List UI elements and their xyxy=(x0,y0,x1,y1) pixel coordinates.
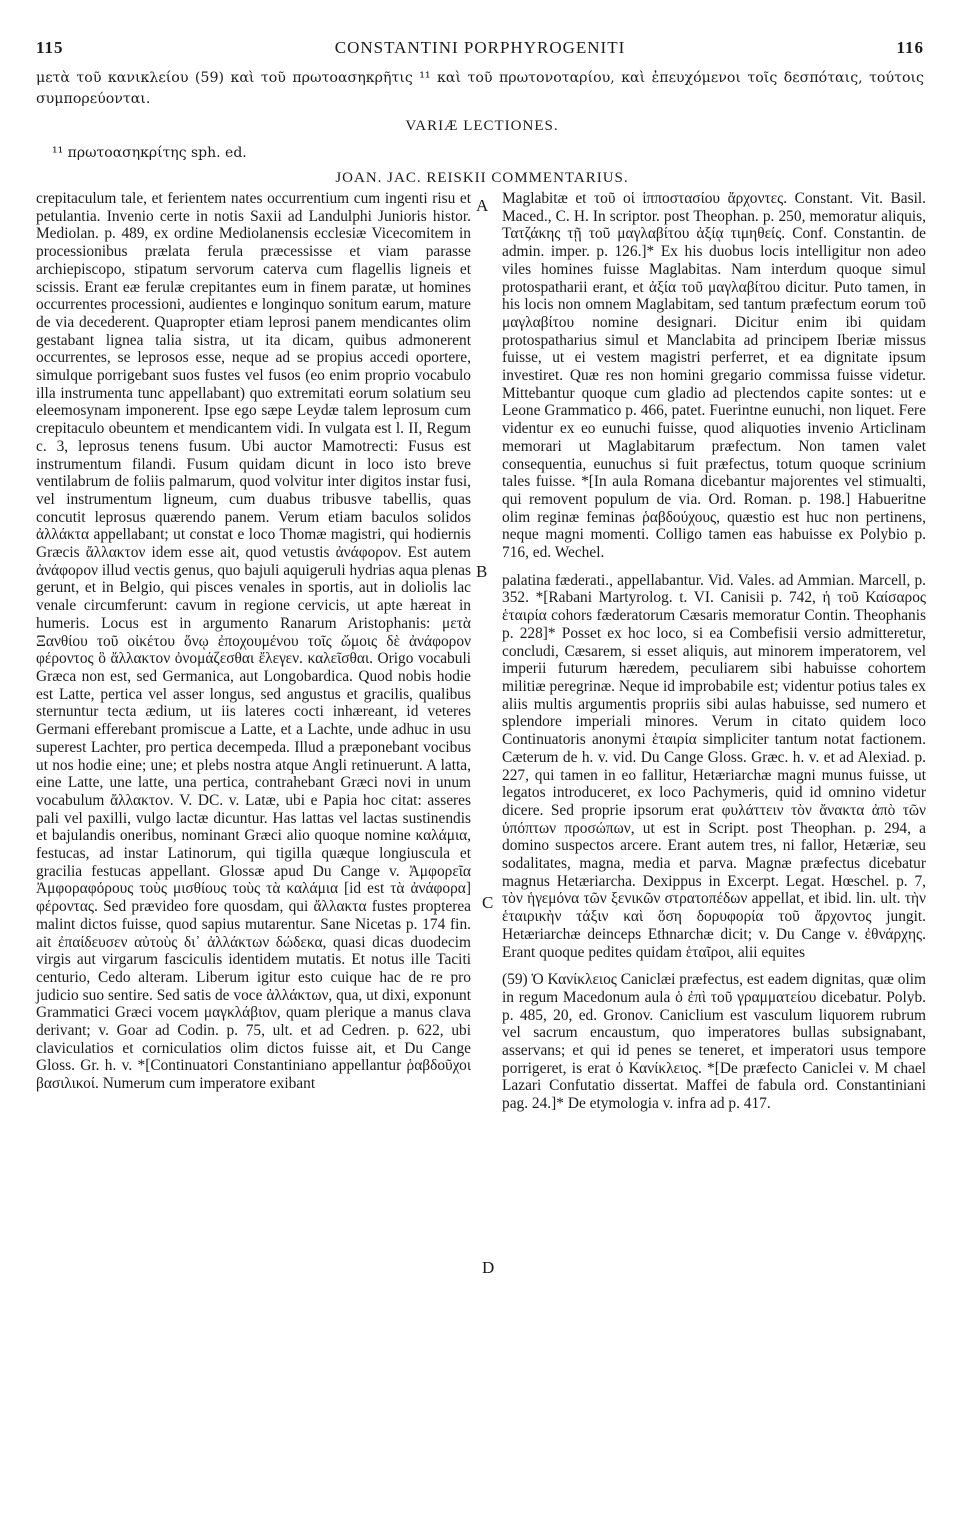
page-number-right: 116 xyxy=(896,38,924,57)
running-title: CONSTANTINI PORPHYROGENITI xyxy=(334,38,626,57)
right-paragraph-3: (59) Ὁ Κανίκλειος Caniclæi præfectus, est eadem dignitas, quæ olim in regum Macedonum aula ὁ ἐπὶ τοῦ γραμματείου dicebatur. Polyb. p. 485, 20, ed. Gronov. Caniclium est vasculum liquorem rubrum vel sacrum encaustum, quo imperatores bullas subsignabant, asservans; et qui id penes se teneret, et imperatori usus tempore porrigeret, is erat ὁ Κανίκλειος. *[De præfecto Caniclei v. M chael Lazari Confutatio dissertat. Maffei de fabula ord. Constantiniani pag. 24.]* De etymologia v. infra ad p. 417. xyxy=(502,971,926,1113)
margin-marker-a: A xyxy=(476,196,489,215)
page-header xyxy=(36,38,924,62)
margin-marker-c: C xyxy=(482,893,494,912)
right-paragraph-2: palatina fæderati., appellabantur. Vid. Vales. ad Ammian. Marcell, p. 352. *[Rabani Martyrolog. t. VI. Canisii p. 742, ἡ τοῦ Καίσαρος ἑταιρία cohors fæderatorum Cæsaris memoratur Contin. Theophanis p. 228]* Posset ex hoc loco, si ea Combefisii versio admitteretur, concludi, Cæsarem, si esset aliquis, aut minorem imperatorem, vel imperii futurum hæredem, peculiarem sibi habuisse cohortem militiæ peregrinæ. Neque id improbabile est; videntur potius tales ex aliis multis argumentis propriis sibi aulas habuisse, sed numero et splendore imperiali minores. Verum in citato quidem loco Continuatoris anonymi ἑταιρία simpliciter tantum notat factionem. Cæterum de h. v. vid. Du Cange Gloss. Græc. h. v. et ad Alexiad. p. 227, qui tamen in eo fallitur, Hetæriarchæ magni munus fuisse, ut legatos introduceret, ex loco Pachymeris, quid id omnino videtur dicere. Sed proprie ipsorum erat φυλάττειν τὸν ἄνακτα ἀπὸ τῶν ὑπόπτων προσώπων, ut est in Script. post Theophan. p. 294, a domino suspectos arcere. Erant autem tres, ni fallor, Hetæriæ, seu sodalitates, magna, media et parva. Magnæ præfectus dicebatur magnus Hetæriarcha. Dexippus in Excerpt. Legat. Hœschel. p. 7, τὸν ἡγεμόνα τῶν ξενικῶν στρατοπέδων appellat, et ibid. lin. ult. τὴν ἑταιρικὴν τάξιν καὶ ὅση δορυφορία τοῦ ἄρχοντος jungit. Hetæriarchæ deinceps Ethnarchæ dicit; v. Du Cange v. ἐθνάρχης. Erant quoque pedites quidam ἑταῖροι, alii equites xyxy=(502,571,926,961)
right-paragraph-1: Maglabitæ et τοῦ οἱ ἱπποστασίου ἄρχοντες. Constant. Vit. Basil. Maced., C. H. In scriptor. post Theophan. p. 250, memoratur aliquis, Τατζάκης τῇ τοῦ μαγλαβίτου ἀξίᾳ τιμηθείς. Conf. Constantin. de admin. imper. p. 126.]* Ex his duobus locis intelligitur non adeo viles homines fuisse Maglabitas. Nam interdum quoque simul protospatharii erant, et ἀξία τοῦ μαγλαβίτου dicitur. Puto tamen, in his locis non omnem Maglabitam, sed tantum præfectum eorum τοῦ μαγλαβίτου nomine designari. Dicitur enim ibi quidam protospatharius simul et Manclabita ad principem Iberiæ missus fuisse, ut ei vestem magistri perferret, et ea dignitate ipsum investiret. Quæ res non homini gregario commissa fuisse videtur. Mittebantur quoque cum gladio ad plectendos capite sontes: ut e Leone Grammatico p. 466, patet. Fuerintne eunuchi, non liquet. Fere videntur ex eo eunuchi fuisse, quod aliquoties invenio Articlinam memorari ut Maglabitarum præfectum. Non tamen valet consequentia, eunuchus si fuit præfectus, totum quoque scrinium tales fuisse. *[In aula Romana dicebantur majorentes vel stimualti, qui removent populum de via. Ord. Roman. p. 198.] Habueritne olim reginæ feminas ῥαβδούχους, quæstio est huc non pertinens, neque magni momenti. Colligo tamen eas habuisse ex Polybio p. 716, ed. Wechel. xyxy=(502,190,926,562)
commentary-heading: JOAN. JAC. REISKII COMMENTARIUS. xyxy=(335,170,629,186)
page-number-left: 115 xyxy=(36,38,64,57)
margin-marker-d: D xyxy=(482,1258,495,1277)
paragraph-gap xyxy=(502,961,926,971)
paragraph-gap xyxy=(502,562,926,572)
margin-marker-b: B xyxy=(476,562,488,581)
right-column xyxy=(502,190,926,1113)
main-greek-text: μετὰ τοῦ κανικλείου (59) καὶ τοῦ πρωτοασηκρῆτις ¹¹ καὶ τοῦ πρωτονοταρίου, καὶ ἐπευχόμενοι τοῖς δεσπόταις, τούτοις συμπορεύονται. xyxy=(36,70,924,107)
variae-lectiones-heading: VARIÆ LECTIONES. xyxy=(405,118,559,134)
left-column xyxy=(36,190,471,1093)
variant-note: ¹¹ πρωτοασηκρίτης sph. ed. xyxy=(52,145,247,161)
left-paragraph: crepitaculum tale, et ferientem nates occurrentium cum ingenti risu et petulantia. Invenio certe in notis Saxii ad Landulphi Junioris histor. Mediolan. p. 489, ex ordine Mediolanensis ecclesiæ Vicecomitem in processionibus prælata ferula præcessisse et viam parasse archiepiscopo, stipatum servorum caterva cum flagellis ligneis et scissis. Erant eæ ferulæ crepitantes eum in finem paratæ, ut homines occurrentes processioni, audientes e longinquo sonitum earum, mature de via decederent. Quapropter etiam leprosi panem mendicantes olim gestabant lignea talia sistra, ut ita dicam, quibus admonerent occurrentes, se leprosos esse, neque ad se propius accedi oportere, simulque porrigebant suos fustes vel fusos (eo enim proprio vocabulo illa instrumenta tunc appellabant) quo extremitati eorum solatium seu eleemosynam imponerent. Ipse ego sæpe Leydæ talem leprosum cum crepitaculo obeuntem et mendicantem vidi. In vulgata est l. II, Regum c. 3, leprosus tenens fusum. Ubi auctor Mamotrecti: Fusus est instrumentum filandi. Fusum quidam dicunt in loco isto breve ventilabrum de foliis palmarum, quod volvitur inter digitos instar fusi, vel instrumentum ligneum, cum duabus tribusve tabellis, quas concutit leprosus quærendo panem. Verum etiam baculos solidos ἀλλάκτα appellabant; ut constat e loco Thomæ magistri, qui hodiernis Græcis ἄλλακτον idem esse ait, quod vetustis ἀνάφορον. Est autem ἀνάφορον illud vectis genus, quo bajuli aquigeruli hydrias aqua plenas gerunt, et in Belgio, qui pisces venales in sportis, aut in doliolis lac venale circumferunt: cavum in regione cervicis, ut apte hæreat in humeris. Locus est in argumento Ranarum Aristophanis: μετὰ Ξανθίου τοῦ οἰκέτου ὄνῳ ἐποχουμένου τοῖς ὤμοις δὲ ἀνάφορον φέροντος ὃ ἄλλακτον ὀνομάζεσθαι ἔλεγεν. καλεῖσθαι. Origo vocabuli Græca non est, sed Germanica, aut Longobardica. Quod nobis hodie est Latte, pertica vel asser longus, sed angustus et gracilis, qualibus sternuntur tecta ædium, ut iis lateres cocti inhæreant, id veteres Germani efferebant promiscue a Latte, et a Lachte, unde adhuc in usu superest Lachter, pro pertica decempeda. Illud a præponebant vocibus ut nos hodie eine; une; et plebs nostra atque Angli retinuerunt. A latta, eine Latte, une latte, una pertica, contrahebant Græci novi in unum vocabulum ἄλλακτον. V. DC. v. Latæ, ubi e Papia hoc citat: asseres pali vel paxilli, vulgo lactæ dicuntur. Has lattas vel lactas sustinendis et bajulandis oneribus, nominant Græci alio quoque nomine καλάμια, festucas, ad instar Latinorum, qui tigilla quæque longiuscula et gracilia festucas appellant. Glossæ apud Du Cange v. Ἀμφορεῖα Ἀμφοραφόρους τοὺς μισθίους τοὺς τὰ καλάμια [id est τὰ ἀνάφορα] φέροντας. Sed prævideo fore quosdam, qui ἄλλακτα fustes propterea malint dictos fuisse, quod sapius mutarentur. Sane Nicetas p. 174 fin. ait ἐπαίδευσεν αὐτοὺς δι᾽ ἀλλάκτων δώδεκα, quasi dicas duodecim virgis aut virgarum fasciculis identidem mutatis. Et notus ille Taciti centurio, Cedo alteram. Liberum igitur esto cuique hac de re pro judicio suo sentire. Sed satis de voce ἀλλάκτων, qua, ut dixi, exponunt Grammatici Græci vocem μαγκλάβιον, quam plerique a manus clava derivant; v. Goar ad Codin. p. 75, ult. et ad Cedren. p. 622, ubi claviculatios et corniculatios olim dictos fuisse ait, et Du Cange Gloss. Gr. h. v. *[Continuatori Constantiniano appellantur ῥαβδοῦχοι βασιλικοί. Numerum cum imperatore exibant xyxy=(36,190,471,1093)
